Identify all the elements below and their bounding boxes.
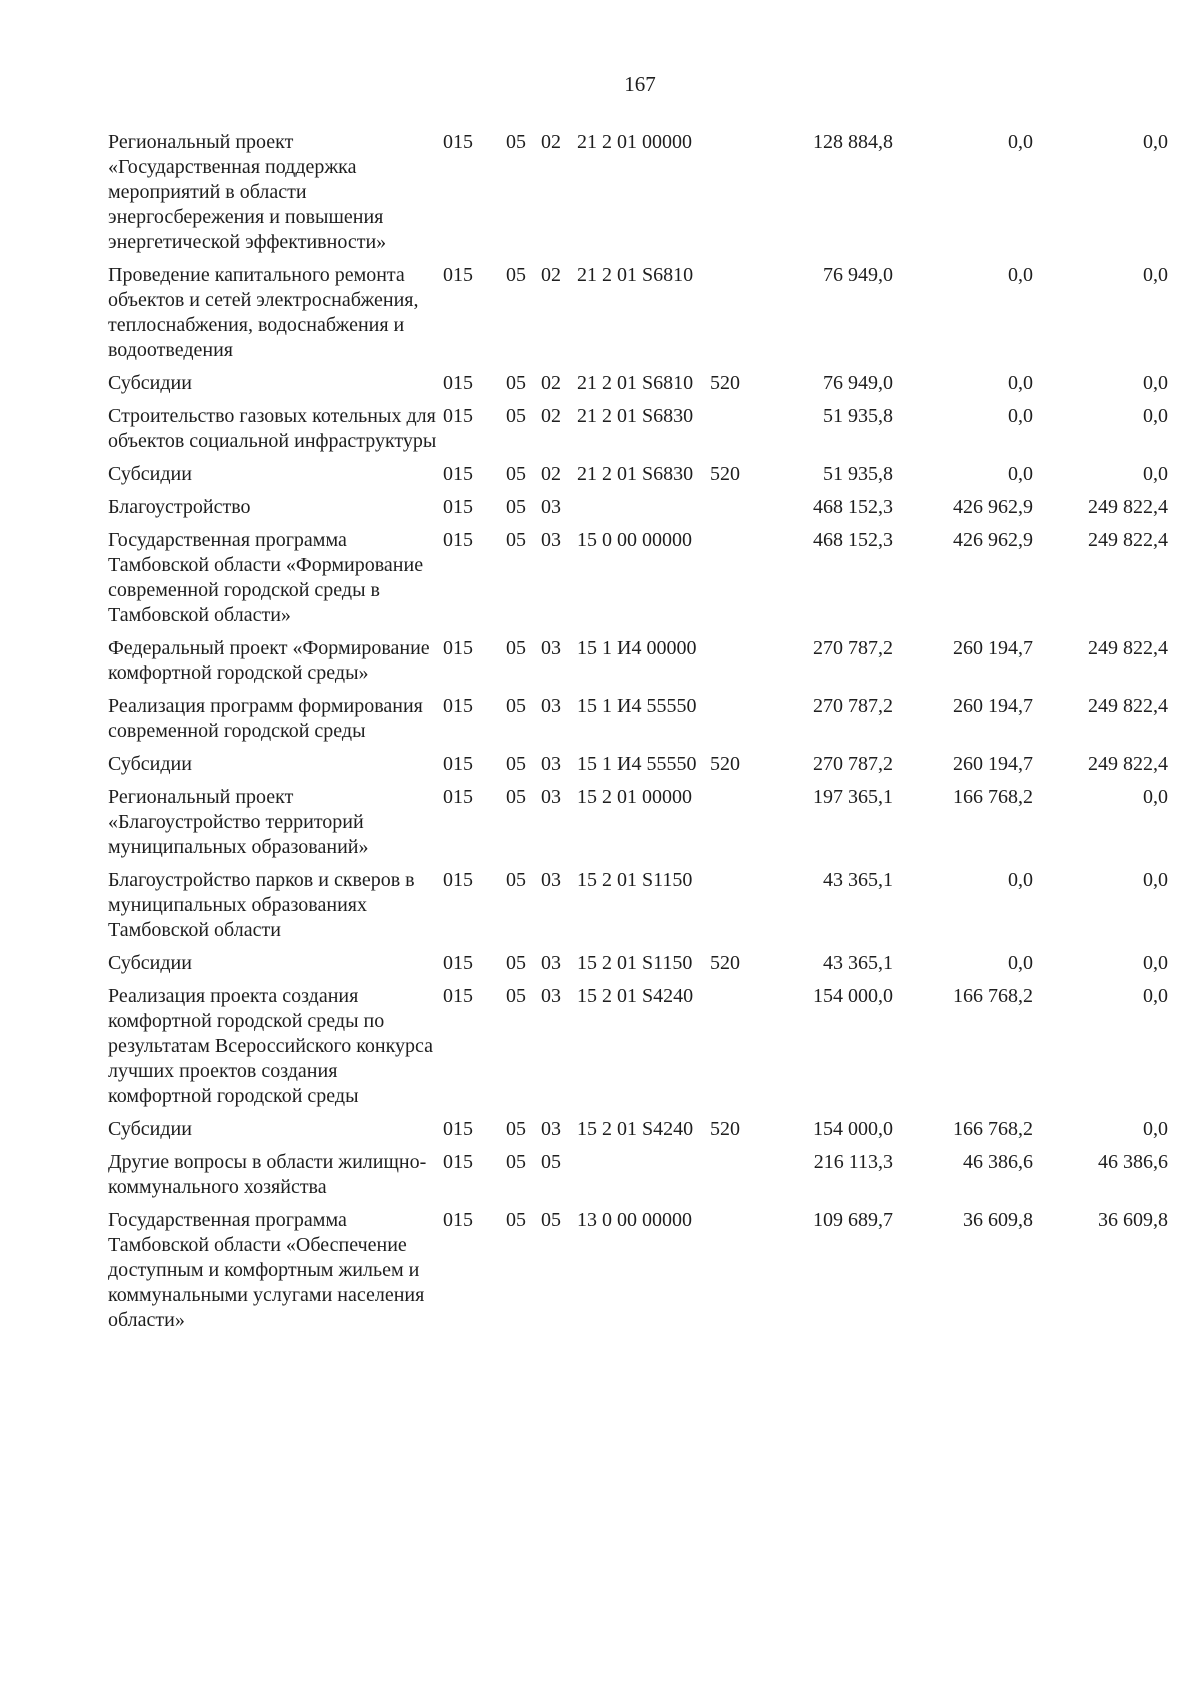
ministry-code: 015 (443, 264, 473, 286)
ministry-code: 015 (443, 131, 473, 153)
amount-year-1: 197 365,1 (813, 786, 893, 808)
target-article-code: 15 2 01 S1150 (577, 952, 693, 974)
section-code: 05 (506, 496, 526, 518)
target-article-code: 15 0 00 00000 (577, 529, 692, 551)
expense-type-code (710, 868, 765, 951)
row-name: Государственная программа Тамбовской области «Обеспечение доступным и комфортным жильем и коммунальными услугами населения области» (108, 1209, 425, 1331)
budget-table (108, 130, 1168, 1341)
target-article-code: 15 1 И4 55550 (577, 753, 697, 775)
amount-year-3: 36 609,8 (1098, 1209, 1168, 1231)
subsection-code: 03 (541, 869, 561, 891)
amount-year-1: 128 884,8 (813, 131, 893, 153)
target-article-code (577, 495, 710, 528)
expense-type-code (710, 694, 765, 752)
table-row (108, 263, 1168, 371)
ministry-code: 015 (443, 405, 473, 427)
amount-year-2: 166 768,2 (953, 786, 1033, 808)
amount-year-2: 426 962,9 (953, 496, 1033, 518)
section-code: 05 (506, 869, 526, 891)
amount-year-3: 0,0 (1143, 786, 1168, 808)
amount-year-1: 76 949,0 (823, 372, 893, 394)
ministry-code: 015 (443, 753, 473, 775)
ministry-code: 015 (443, 637, 473, 659)
ministry-code: 015 (443, 372, 473, 394)
section-code: 05 (506, 463, 526, 485)
ministry-code: 015 (443, 695, 473, 717)
target-article-code: 15 2 01 S4240 (577, 985, 694, 1007)
subsection-code: 03 (541, 496, 561, 518)
target-article-code (577, 1150, 710, 1208)
row-name: Государственная программа Тамбовской области «Формирование современной городской среды в Тамбовской области» (108, 529, 424, 626)
expense-type-code (710, 495, 765, 528)
expense-type-code (710, 1150, 765, 1208)
table-row (108, 1208, 1168, 1341)
ministry-code: 015 (443, 463, 473, 485)
ministry-code: 015 (443, 1151, 473, 1173)
amount-year-1: 270 787,2 (813, 753, 893, 775)
row-name: Благоустройство парков и скверов в муниципальных образованиях Тамбовской области (108, 869, 415, 941)
table-row (108, 462, 1168, 495)
ministry-code: 015 (443, 1209, 473, 1231)
subsection-code: 03 (541, 695, 561, 717)
table-row (108, 951, 1168, 984)
expense-type-code (710, 404, 765, 462)
target-article-code: 15 2 01 S1150 (577, 869, 693, 891)
section-code: 05 (506, 952, 526, 974)
amount-year-1: 43 365,1 (823, 952, 893, 974)
amount-year-3: 249 822,4 (1088, 637, 1168, 659)
section-code: 05 (506, 1118, 526, 1140)
amount-year-1: 76 949,0 (823, 264, 893, 286)
table-row (108, 1150, 1168, 1208)
section-code: 05 (506, 405, 526, 427)
amount-year-1: 216 113,3 (813, 1151, 893, 1173)
expense-type-code (710, 984, 765, 1117)
row-name: Реализация программ формирования современной городской среды (108, 695, 423, 742)
target-article-code: 21 2 01 S6830 (577, 405, 694, 427)
amount-year-3: 0,0 (1143, 131, 1168, 153)
table-row (108, 868, 1168, 951)
amount-year-3: 249 822,4 (1088, 496, 1168, 518)
subsection-code: 05 (541, 1209, 561, 1231)
table-row (108, 785, 1168, 868)
ministry-code: 015 (443, 952, 473, 974)
table-row (108, 694, 1168, 752)
table-row (108, 752, 1168, 785)
section-code: 05 (506, 695, 526, 717)
amount-year-1: 109 689,7 (813, 1209, 893, 1231)
target-article-code: 21 2 01 S6810 (577, 372, 694, 394)
amount-year-3: 0,0 (1143, 985, 1168, 1007)
table-row (108, 371, 1168, 404)
section-code: 05 (506, 131, 526, 153)
budget-table-body (108, 130, 1168, 1341)
subsection-code: 03 (541, 529, 561, 551)
amount-year-2: 260 194,7 (953, 695, 1033, 717)
target-article-code: 21 2 01 S6810 (577, 264, 694, 286)
expense-type-code: 520 (710, 952, 740, 974)
expense-type-code (710, 785, 765, 868)
row-name: Субсидии (108, 952, 192, 974)
ministry-code: 015 (443, 1118, 473, 1140)
row-name: Субсидии (108, 463, 192, 485)
row-name: Реализация проекта создания комфортной городской среды по результатам Всероссийского конкурса лучших проектов создания комфортной городской среды (108, 985, 434, 1107)
amount-year-1: 154 000,0 (813, 1118, 893, 1140)
subsection-code: 03 (541, 786, 561, 808)
amount-year-3: 0,0 (1143, 372, 1168, 394)
ministry-code: 015 (443, 985, 473, 1007)
amount-year-1: 51 935,8 (823, 405, 893, 427)
subsection-code: 05 (541, 1151, 561, 1173)
table-row (108, 404, 1168, 462)
amount-year-2: 36 609,8 (963, 1209, 1033, 1231)
ministry-code: 015 (443, 869, 473, 891)
section-code: 05 (506, 264, 526, 286)
page-number: 167 (624, 72, 656, 96)
expense-type-code: 520 (710, 753, 740, 775)
amount-year-2: 260 194,7 (953, 753, 1033, 775)
subsection-code: 02 (541, 264, 561, 286)
table-row (108, 528, 1168, 636)
subsection-code: 03 (541, 753, 561, 775)
amount-year-3: 249 822,4 (1088, 695, 1168, 717)
amount-year-1: 43 365,1 (823, 869, 893, 891)
amount-year-2: 0,0 (1008, 463, 1033, 485)
amount-year-1: 468 152,3 (813, 529, 893, 551)
row-name: Федеральный проект «Формирование комфортной городской среды» (108, 637, 430, 684)
subsection-code: 03 (541, 1118, 561, 1140)
target-article-code: 21 2 01 00000 (577, 131, 692, 153)
section-code: 05 (506, 372, 526, 394)
amount-year-3: 249 822,4 (1088, 529, 1168, 551)
target-article-code: 15 2 01 S4240 (577, 1118, 694, 1140)
amount-year-2: 0,0 (1008, 405, 1033, 427)
expense-type-code (710, 1208, 765, 1341)
amount-year-2: 0,0 (1008, 952, 1033, 974)
amount-year-2: 260 194,7 (953, 637, 1033, 659)
amount-year-2: 0,0 (1008, 372, 1033, 394)
subsection-code: 03 (541, 985, 561, 1007)
expense-type-code: 520 (710, 1118, 740, 1140)
row-name: Субсидии (108, 372, 192, 394)
amount-year-3: 46 386,6 (1098, 1151, 1168, 1173)
expense-type-code (710, 528, 765, 636)
subsection-code: 02 (541, 463, 561, 485)
amount-year-2: 426 962,9 (953, 529, 1033, 551)
amount-year-3: 249 822,4 (1088, 753, 1168, 775)
amount-year-1: 51 935,8 (823, 463, 893, 485)
amount-year-3: 0,0 (1143, 952, 1168, 974)
ministry-code: 015 (443, 529, 473, 551)
amount-year-3: 0,0 (1143, 405, 1168, 427)
amount-year-2: 0,0 (1008, 869, 1033, 891)
table-row (108, 636, 1168, 694)
table-row (108, 984, 1168, 1117)
section-code: 05 (506, 529, 526, 551)
amount-year-1: 270 787,2 (813, 637, 893, 659)
expense-type-code: 520 (710, 372, 740, 394)
subsection-code: 02 (541, 405, 561, 427)
amount-year-2: 0,0 (1008, 264, 1033, 286)
expense-type-code (710, 636, 765, 694)
table-row (108, 495, 1168, 528)
subsection-code: 03 (541, 637, 561, 659)
row-name: Другие вопросы в области жилищно-коммунального хозяйства (108, 1151, 427, 1198)
amount-year-2: 166 768,2 (953, 985, 1033, 1007)
amount-year-1: 154 000,0 (813, 985, 893, 1007)
section-code: 05 (506, 637, 526, 659)
ministry-code: 015 (443, 786, 473, 808)
amount-year-3: 0,0 (1143, 463, 1168, 485)
target-article-code: 15 2 01 00000 (577, 786, 692, 808)
subsection-code: 02 (541, 131, 561, 153)
ministry-code: 015 (443, 496, 473, 518)
row-name: Региональный проект «Благоустройство территорий муниципальных образований» (108, 786, 369, 858)
amount-year-3: 0,0 (1143, 869, 1168, 891)
target-article-code: 13 0 00 00000 (577, 1209, 692, 1231)
amount-year-3: 0,0 (1143, 264, 1168, 286)
target-article-code: 21 2 01 S6830 (577, 463, 694, 485)
row-name: Строительство газовых котельных для объектов социальной инфраструктуры (108, 405, 437, 452)
section-code: 05 (506, 1151, 526, 1173)
target-article-code: 15 1 И4 55550 (577, 695, 697, 717)
row-name: Субсидии (108, 1118, 192, 1140)
row-name: Проведение капитального ремонта объектов и сетей электроснабжения, теплоснабжения, водоснабжения и водоотведения (108, 264, 419, 361)
expense-type-code (710, 130, 765, 263)
amount-year-2: 46 386,6 (963, 1151, 1033, 1173)
amount-year-1: 270 787,2 (813, 695, 893, 717)
subsection-code: 02 (541, 372, 561, 394)
section-code: 05 (506, 753, 526, 775)
row-name: Региональный проект «Государственная поддержка мероприятий в области энергосбережения и повышения энергетической эффективности» (108, 131, 387, 253)
section-code: 05 (506, 786, 526, 808)
row-name: Благоустройство (108, 496, 251, 518)
amount-year-3: 0,0 (1143, 1118, 1168, 1140)
target-article-code: 15 1 И4 00000 (577, 637, 697, 659)
section-code: 05 (506, 985, 526, 1007)
table-row (108, 130, 1168, 263)
table-row (108, 1117, 1168, 1150)
amount-year-2: 166 768,2 (953, 1118, 1033, 1140)
amount-year-2: 0,0 (1008, 131, 1033, 153)
amount-year-1: 468 152,3 (813, 496, 893, 518)
subsection-code: 03 (541, 952, 561, 974)
expense-type-code (710, 263, 765, 371)
expense-type-code: 520 (710, 463, 740, 485)
section-code: 05 (506, 1209, 526, 1231)
row-name: Субсидии (108, 753, 192, 775)
